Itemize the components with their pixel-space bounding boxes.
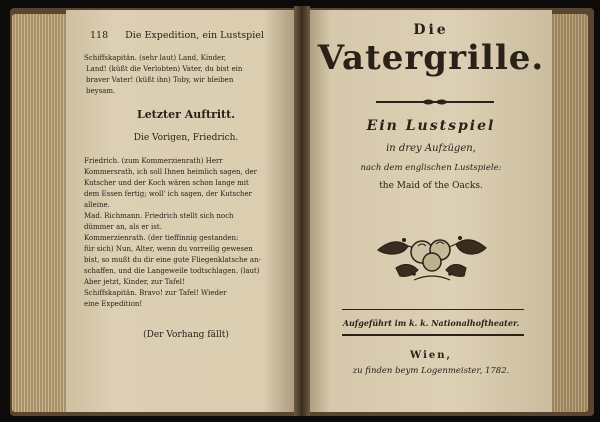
left-running-head [90, 30, 290, 41]
page-number: 118 [90, 30, 109, 41]
text-line: alleine. [84, 201, 110, 209]
rule-ornament-icon [420, 97, 450, 107]
text-line: Kommerzienrath. (der tieffinnig gestanden: [84, 234, 239, 242]
text-line: beysam. [86, 87, 116, 95]
imprint-printer: zu finden beym Logenmeister, 1782. [352, 366, 510, 376]
source-title: the Maid of the Oacks. [379, 181, 483, 191]
acts-line: in drey Aufzügen, [386, 143, 476, 154]
upper-rule [342, 309, 524, 310]
dialogue-block-main [84, 156, 288, 310]
scene-persons: Die Vorigen, Friedrich. [133, 133, 239, 143]
text-line: Friedrich. (zum Kommerzienrath) Herr [84, 157, 223, 165]
running-head-text: Die Expedition, ein Lustspiel [125, 30, 264, 41]
dialogue-block-top [84, 53, 288, 97]
page-stack-right [548, 14, 588, 412]
text-line: Aber jetzt, Kinder, zur Tafel! [84, 278, 185, 286]
lower-rule [342, 334, 524, 336]
subtitle: Ein Lustspiel [366, 118, 496, 134]
text-line: Schiffskapitän. (sehr laut) Land, Kinder, [84, 54, 227, 62]
curtain-note: (Der Vorhang fällt) [143, 330, 229, 340]
text-line: Kutscher und der Koch wären schon lange mit [84, 179, 249, 187]
text-line: braver Vater! (küßt ihn) Toby, wir bleiben [86, 76, 234, 84]
text-line: dem Essen fertig; woll' ich sagen, der Kutscher [84, 190, 253, 198]
source-note: nach dem englischen Lustspiele: [360, 163, 502, 173]
scene-heading: Letzter Auftritt. [136, 108, 236, 121]
floral-vignette-icon [374, 220, 490, 286]
text-line: bist, so mußt du dir eine gute Fliegenklatsche an- [84, 256, 261, 264]
text-line: Mad. Richmann. Friedrich stellt sich noch [84, 212, 234, 220]
page-title: Vatergrille. [317, 38, 545, 78]
imprint-place: Wien, [410, 350, 452, 361]
text-line: für sich) Nun, Alter, wenn du vorreilig gewesen [84, 245, 253, 253]
title-article: Die [413, 22, 449, 38]
text-line: Schiffskapitän. Bravo! zur Tafel! Wieder [84, 289, 227, 297]
text-line: Land! (küßt die Verlobten) Vater, du bist ein [86, 65, 243, 73]
book-gutter [294, 6, 310, 416]
text-line: Kommersrath, ich soll Ihnen heimlich sagen, der [84, 168, 257, 176]
text-line: dümmer an, als er ist. [84, 223, 162, 231]
page-stack-left [12, 14, 70, 412]
text-line: eine Expedition! [84, 300, 143, 308]
performance-note: Aufgeführt im k. k. Nationalhoftheater. [342, 318, 520, 328]
text-line: schaffen, und die Langeweile todtschlagen. (laut) [84, 267, 260, 275]
